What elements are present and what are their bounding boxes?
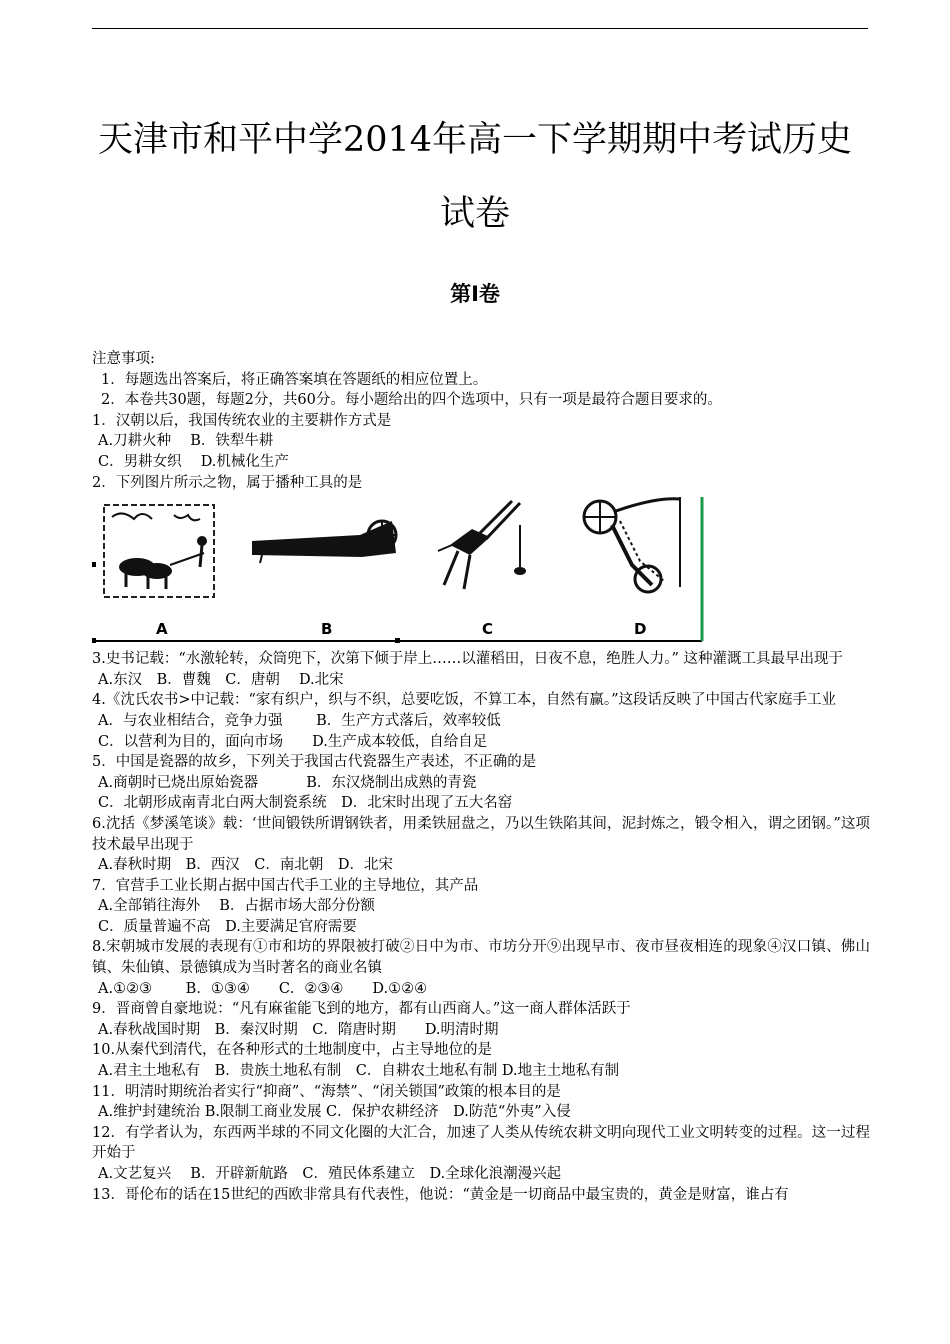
q1-options-line1: A.刀耕火种 B．铁犁牛耕 xyxy=(98,433,274,450)
q5-stem: 5．中国是瓷器的故乡，下列关于我国古代瓷器生产表述，不正确的是 xyxy=(92,754,537,771)
note-item: 2．本卷共30题，每题2分，共60分。每小题给出的四个选项中，只有一项是最符合题目要求的。 xyxy=(101,392,722,409)
q8-stem: 8.宋朝城市发展的表现有①市和坊的界限被打破②日中为市、市坊分开⑨出现早市、夜市昼夜相连的现象④汉口镇、佛山镇、朱仙镇、景德镇成为当时著名的商业名镇 xyxy=(92,939,870,977)
exam-content xyxy=(92,349,870,1205)
figure-label-c: C xyxy=(482,620,494,639)
q5-options-line2: C．北朝形成南青北白两大制瓷系统 D．北宋时出现了五大名窑 xyxy=(98,795,513,812)
q6-options: A.春秋时期 B．西汉 C．南北朝 D．北宋 xyxy=(98,857,393,874)
note-item: 1．每题选出答案后，将正确答案填在答题纸的相应位置上。 xyxy=(101,371,488,388)
q8-options: A.①②③ B．①③④ C．②③④ D.①②④ xyxy=(98,980,428,997)
q7-options-line1: A.全部销往海外 B．占据市场大部分份额 xyxy=(98,898,375,915)
q3-options: A.东汉 B．曹魏 C．唐朝 D.北宋 xyxy=(98,671,344,688)
figure-label-d: D xyxy=(634,620,647,639)
q5-options-line1: A.商朝时已烧出原始瓷器 B．东汉烧制出成熟的青瓷 xyxy=(98,774,477,791)
figure-b-chain-pump xyxy=(252,521,396,563)
q4-stem: 4.《沈氏农书>中记载：“家有织户，织与不织，总要吃饭，不算工本，自然有赢。”这段话反映了中国古代家庭手工业 xyxy=(92,692,837,709)
q1-options-line2: C．男耕女织 D.机械化生产 xyxy=(98,453,289,470)
q4-options-line1: A．与农业相结合，竞争力强 B．生产方式落后，效率较低 xyxy=(98,712,501,729)
exam-title-line1: 天津市和平中学2014年高一下学期期中考试历史 xyxy=(97,120,853,160)
q7-stem: 7．官营手工业长期占据中国古代手工业的主导地位，其产品 xyxy=(92,877,479,894)
figure-a-oxen-plow xyxy=(104,505,214,597)
q11-stem: 11．明清时期统治者实行“抑商”、“海禁”、“闭关锁国”政策的根本目的是 xyxy=(92,1083,561,1100)
q1-stem: 1．汉朝以后，我国传统农业的主要耕作方式是 xyxy=(92,412,392,429)
top-rule xyxy=(92,28,868,29)
exam-title-line2: 试卷 xyxy=(439,194,510,234)
q9-stem: 9．晋商曾自豪地说：“凡有麻雀能飞到的地方，都有山西商人。”这一商人群体活跃于 xyxy=(92,1001,631,1018)
q4-options-line2: C．以营利为目的，面向市场 D.生产成本较低，自给自足 xyxy=(98,733,488,750)
q2-stem: 2．下列图片所示之物，属于播种工具的是 xyxy=(92,474,363,491)
q11-options: A.维护封建统治 B.限制工商业发展 C．保护农耕经济 D.防范“外夷”入侵 xyxy=(98,1104,571,1121)
q10-options: A.君主土地私有 B．贵族土地私有制 C．自耕农土地私有制 D.地主土地私有制 xyxy=(98,1063,620,1080)
q9-options: A.春秋战国时期 B．秦汉时期 C．隋唐时期 D.明清时期 xyxy=(98,1021,499,1038)
volume-heading: 第Ⅰ卷 xyxy=(450,282,500,306)
figure-label-a: A xyxy=(156,620,168,639)
notes-heading: 注意事项: xyxy=(92,351,155,367)
q2-figure-image xyxy=(92,495,704,647)
figure-label-b: B xyxy=(321,620,333,639)
q2-figure xyxy=(92,495,704,647)
q6-stem: 6.沈括《梦溪笔谈》载：‘世间锻铁所谓钢铁者，用柔铁屈盘之，乃以生铁陷其间，泥封炼之，锻令相入，谓之团钢。”这项技术最早出现于 xyxy=(92,815,870,853)
q10-stem: 10.从秦代到清代，在各种形式的土地制度中，占主导地位的是 xyxy=(92,1042,493,1059)
q12-stem: 12．有学者认为，东西两半球的不同文化圈的大汇合，加速了人类从传统农耕文明向现代工业文明转变的过程。这一过程开始于 xyxy=(92,1124,870,1162)
q13-stem: 13．哥伦布的话在15世纪的西欧非常具有代表性，他说：“黄金是一切商品中最宝贵的，黄金是财富，谁占有 xyxy=(92,1186,789,1203)
q3-stem: 3.史书记载：“水激轮转，众筒兜下，次第下倾于岸上……以灌稻田，日夜不息，绝胜人力。” 这种灌溉工具最早出现于 xyxy=(92,651,844,668)
q7-options-line2: C．质量普遍不高 D.主要满足官府需要 xyxy=(98,918,357,935)
q12-options: A.文艺复兴 B．开辟新航路 C．殖民体系建立 D.全球化浪潮漫兴起 xyxy=(98,1166,562,1182)
figure-c-seed-drill xyxy=(438,501,526,589)
figure-d-water-wheel xyxy=(584,497,680,592)
